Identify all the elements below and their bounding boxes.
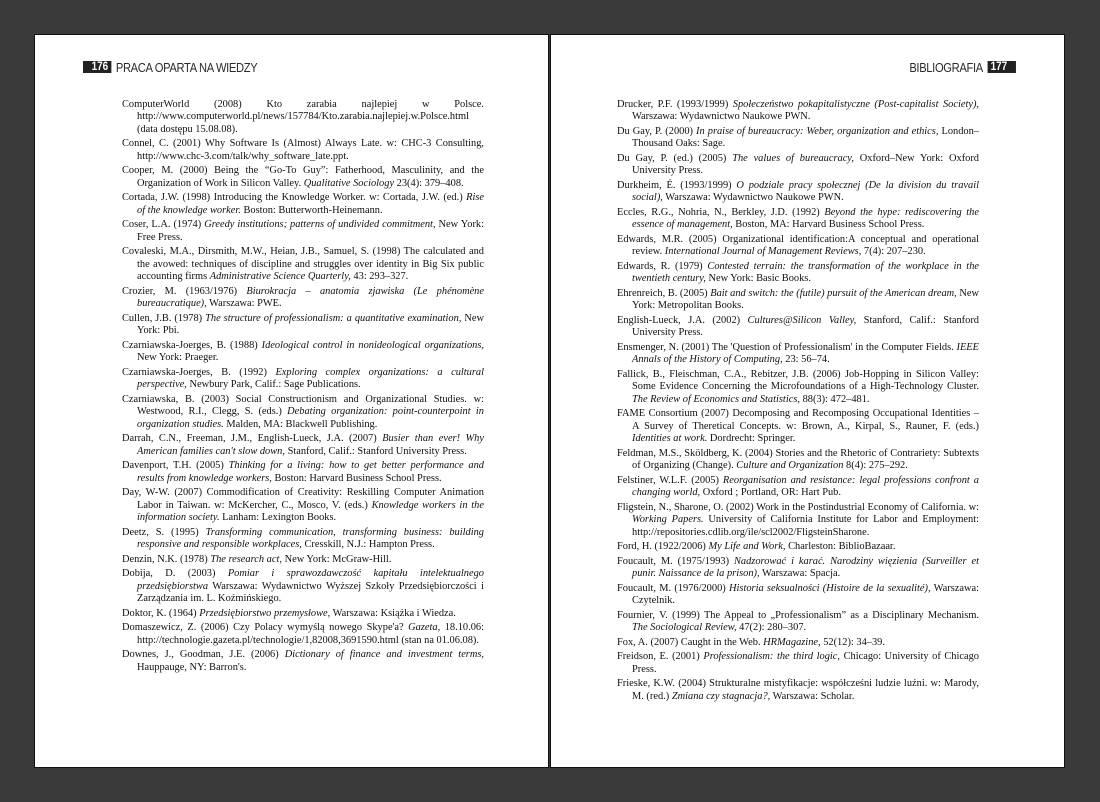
entry-text: 8(4): 275–292. xyxy=(843,460,908,472)
entry-text: Darrah, C.N., Freeman, J.M., English-Lueck, J.A. (2007) xyxy=(122,433,383,445)
entry-title-italic: O podziale pracy społecznej (De la division du travail social), xyxy=(632,180,979,204)
entry-text: Stanford, Calif.: Stanford University Press. xyxy=(632,315,979,339)
entry-title-italic: Ideological control in nonideological organizations, xyxy=(261,339,484,351)
running-head-title-right: BIBLIOGRAFIA xyxy=(909,59,984,75)
entry-text: Davenport, T.H. (2005) xyxy=(122,460,229,472)
bibliography-entry xyxy=(617,448,979,473)
entry-text: Oxford–New York: Oxford University Press. xyxy=(632,153,980,177)
entry-text: Frieske, K.W. (2004) Strukturalne mistyfikacje: współcześni ludzie luźni. w: Marody, M. (red.) xyxy=(617,678,979,702)
bibliography-entry xyxy=(617,651,979,676)
entry-text: Boston, MA: Harvard Business School Press. xyxy=(732,219,925,231)
entry-text: Ford, H. (1922/2006) xyxy=(617,541,709,553)
entry-text: New York: Pbi. xyxy=(137,312,484,337)
entry-text: Malden, MA: Blackwell Publishing. xyxy=(223,418,378,430)
entry-title-italic: Bait and switch: the (futile) pursuit of the American dream, xyxy=(710,288,957,299)
entry-text: Cortada, J.W. (1998) Introducing the Knowledge Worker. w: Cortada, J.W. (ed.) xyxy=(122,192,467,204)
entry-title-italic: Working Papers. xyxy=(632,514,704,526)
bibliography-entry xyxy=(122,527,484,552)
entry-text: 47(2): 280–307. xyxy=(736,622,807,634)
page-number-left: 176 xyxy=(83,61,112,73)
bibliography-entry xyxy=(122,286,484,311)
entry-text: Foucault, M. (1975/1993) xyxy=(617,555,734,567)
bibliography-entry xyxy=(617,541,979,553)
entry-text: Charleston: BiblioBazaar. xyxy=(785,541,896,553)
bibliography-entry xyxy=(122,99,484,136)
entry-title-italic: Culture and Organization xyxy=(736,460,844,472)
entry-text: New York: Basic Books. xyxy=(705,273,811,285)
entry-text: Warszawa: Książka i Wiedza. xyxy=(330,607,456,619)
bibliography-entry xyxy=(122,313,484,338)
bibliography-entry xyxy=(122,622,484,647)
bibliography-entry xyxy=(122,165,484,190)
entry-text: New York: Metropolitan Books. xyxy=(632,288,980,312)
entry-text: Czarniawska-Joerges, B. (1988) xyxy=(122,339,262,351)
entry-text: Cresskill, N.J.: Hampton Press. xyxy=(301,539,435,551)
bibliography-entry xyxy=(617,369,979,406)
entry-text: Hauppauge, NY: Barron's. xyxy=(137,661,247,673)
bibliography-entry xyxy=(617,637,979,649)
entry-title-italic: Zmiana czy stagnacja?, xyxy=(671,690,771,702)
entry-title-italic: My Life and Work, xyxy=(708,541,786,553)
bibliography-entry xyxy=(122,649,484,674)
entry-text: Warszawa: Spacja. xyxy=(759,568,841,580)
entry-text: Chicago: University of Chicago Press. xyxy=(632,651,979,675)
entry-text: Warszawa: Czytelnik. xyxy=(632,582,980,607)
entry-text: Warszawa: Wydawnictwo Naukowe PWN. xyxy=(662,192,844,204)
entry-title-italic: Qualitative Sociology xyxy=(303,177,395,189)
entry-text: FAME Consortium (2007) Decomposing and Recomposing Occupational Identities – A Survey of Theretical Concepts. w: Brown, A., Kirpal, S., Rauner, F. (eds.) xyxy=(617,408,979,432)
entry-title-italic: The Sociological Review, xyxy=(632,622,737,634)
entry-text: Fournier, V. (1999) The Appeal to „Professionalism” as a Disciplinary Mechanism. xyxy=(617,609,979,621)
bibliography-entry xyxy=(122,219,484,244)
entry-text: 88(3): 472–481. xyxy=(799,393,870,405)
entry-title-italic: Professionalism: the third logic, xyxy=(703,651,841,663)
bibliography-entry xyxy=(122,433,484,458)
entry-text: 52(12): 34–39. xyxy=(820,636,885,648)
bibliography-entry xyxy=(617,99,979,124)
entry-text: Warszawa: Scholar. xyxy=(770,690,855,702)
entry-text: Warszawa: Wydawnictwo Naukowe PWN. xyxy=(632,111,811,123)
bibliography-entry xyxy=(122,246,484,283)
entry-text: Drucker, P.F. (1993/1999) xyxy=(617,99,733,110)
entry-title-italic: HRMagazine, xyxy=(763,636,821,648)
entry-title-italic: Historia seksualności (Histoire de la sexualité), xyxy=(729,582,931,594)
entry-text: http://www.computerworld.pl/news/157784/Kto.zarabia.najlepiej.w.Polsce.html (data dostępu 15.08.08). xyxy=(137,111,469,135)
entry-text: Fox, A. (2007) Caught in the Web. xyxy=(617,636,764,648)
entry-title-italic: International Journal of Management Reviews, xyxy=(664,246,862,258)
entry-text: Czarniawska-Joerges, B. (1992) xyxy=(122,366,276,378)
entry-text: Fallick, B., Fleischman, C.A., Rebitzer, J.B. (2006) Job-Hopping in Silicon Valley: Some Evidence Concerning the Microfoundations of a High-Technology Cluster. xyxy=(617,369,979,393)
entry-text: Felstiner, W.L.F. (2005) xyxy=(617,474,723,486)
right-page xyxy=(550,34,1065,768)
entry-text: Fligstein, N., Sharone, O. (2002) Work in the Postindustrial Economy of California. w: xyxy=(617,501,979,513)
entry-text: Lanham: Lexington Books. xyxy=(219,512,337,524)
entry-text: Ehrenreich, B. (2005) xyxy=(617,288,711,299)
entry-text: 18.10.06: http://technologie.gazeta.pl/technologie/1,82008,3691590.html (stan na 01.06.08). xyxy=(137,622,484,646)
entry-title-italic: Dictionary of finance and investment terms, xyxy=(284,649,484,661)
entry-title-italic: In praise of bureaucracy: Weber, organization and ethics, xyxy=(696,126,939,137)
entry-text: 7(4): 207–230. xyxy=(861,246,926,258)
entry-text: Doktor, K. (1964) xyxy=(122,607,200,619)
running-head-right xyxy=(910,59,1016,75)
entry-title-italic: Cultures@Silicon Valley, xyxy=(747,315,857,326)
entry-title-italic: Debating organization: point-counterpoint in organization studies. xyxy=(137,406,485,430)
entry-text: Boston: Butterworth-Heinemann. xyxy=(240,204,383,216)
bibliography-entry xyxy=(122,138,484,163)
bibliography-entry xyxy=(617,126,979,151)
bibliography-entry xyxy=(617,502,979,539)
entry-text: Day, W-W. (2007) Commodification of Creativity: Reskilling Computer Animation Labor in Taiwan. w: McKercher, C., Mosco, V. (eds.) xyxy=(122,487,484,511)
bibliography-entry xyxy=(617,583,979,608)
entry-title-italic: Knowledge workers in the information society. xyxy=(137,499,484,524)
bibliography-entry xyxy=(617,315,979,340)
entry-text: University of California Institute for Labor and Employment: http://repositories.cdlib.org/ile/scl2002/FligsteinSharone. xyxy=(632,514,979,538)
bibliography-list-right xyxy=(617,99,979,705)
bibliography-entry xyxy=(617,610,979,635)
entry-text: Domaszewicz, Z. (2006) Czy Polacy wymyślą nowego Skype'a? xyxy=(122,622,409,634)
bibliography-list-left xyxy=(122,99,484,676)
entry-text: English-Lueck, J.A. (2002) xyxy=(617,315,748,326)
entry-text: New York: Free Press. xyxy=(137,219,484,243)
entry-title-italic: Biurokracja – anatomia zjawiska (Le phénomène bureaucratique), xyxy=(137,285,484,310)
entry-text: Boston: Harvard Business School Press. xyxy=(271,472,442,484)
entry-text: Warszawa: Wydawnictwo Wyższej Szkoły Przedsiębiorczości i Zarządzania im. L. Koźmińskiego. xyxy=(137,580,484,605)
entry-title-italic: Greedy institutions; patterns of undivided commitment, xyxy=(204,219,436,231)
entry-text: Deetz, S. (1995) xyxy=(122,526,206,538)
entry-title-italic: Identities at work. xyxy=(632,433,708,445)
entry-text: 23: 56–74. xyxy=(782,354,830,366)
entry-text: London–Thousand Oaks: Sage. xyxy=(632,126,980,150)
entry-text: Oxford ; Portland, OR: Hart Pub. xyxy=(700,487,841,499)
entry-title-italic: The structure of professionalism: a quantitative examination, xyxy=(205,312,462,324)
entry-text: Durkheim, É. (1993/1999) xyxy=(617,180,737,191)
entry-text: ComputerWorld (2008) Kto zarabia najlepiej w Polsce. xyxy=(122,99,484,110)
entry-text: Czarniawska, B. (2003) Social Constructionism and Organizational Studies. w: Westwood, R.I., Clegg, S. (eds.) xyxy=(122,393,484,418)
entry-text: Edwards, R. (1979) xyxy=(617,261,708,272)
bibliography-entry xyxy=(617,288,979,313)
entry-title-italic: Nadzorować i karać. Narodziny więzienia (Surveiller et punir. Naissance de la prison), xyxy=(632,555,979,580)
entry-text: Freidson, E. (2001) xyxy=(617,651,704,663)
entry-text: Crozier, M. (1963/1976) xyxy=(122,285,247,297)
entry-text: New York: McGraw-Hill. xyxy=(281,553,392,565)
entry-text: Stanford, Calif.: Stanford University Press. xyxy=(284,445,467,457)
entry-text: Foucault, M. (1976/2000) xyxy=(617,582,730,594)
entry-text: Downes, J., Goodman, J.E. (2006) xyxy=(122,649,285,661)
bibliography-entry xyxy=(617,678,979,703)
bibliography-entry xyxy=(122,487,484,524)
bibliography-entry xyxy=(122,394,484,431)
entry-title-italic: Beyond the hype: rediscovering the essence of management, xyxy=(632,207,979,231)
bibliography-entry xyxy=(122,192,484,217)
entry-title-italic: Administrative Science Quarterly, xyxy=(209,271,351,283)
entry-text: Ensmenger, N. (2001) The 'Question of Professionalism' in the Computer Fields. xyxy=(617,342,957,353)
entry-text: Cooper, M. (2000) Being the “Go-To Guy”: Fatherhood, Masculinity, and the Organization of Work in Silicon Valley. xyxy=(122,165,484,189)
entry-title-italic: The research act, xyxy=(210,553,282,565)
entry-title-italic: Transforming communication, transforming business: building responsive and responsible workplaces, xyxy=(137,526,484,551)
entry-text: Dordrecht: Springer. xyxy=(707,433,796,445)
entry-title-italic: Rise of the knowledge worker. xyxy=(137,192,484,216)
entry-title-italic: Społeczeństwo pokapitalistyczne (Post-capitalist Society), xyxy=(732,99,979,110)
entry-title-italic: IEEE Annals of the History of Computing, xyxy=(632,342,979,366)
entry-title-italic: Exploring complex organizations: a cultural perspective, xyxy=(137,366,484,391)
entry-text: Eccles, R.G., Nohria, N., Berkley, J.D. (1992) xyxy=(617,207,825,218)
bibliography-entry xyxy=(617,261,979,286)
entry-text: Newbury Park, Calif.: Sage Publications. xyxy=(186,379,361,391)
bibliography-entry xyxy=(122,460,484,485)
entry-title-italic: Gazeta, xyxy=(408,622,441,634)
running-head-left xyxy=(83,59,257,75)
entry-title-italic: The Review of Economics and Statistics, xyxy=(632,393,800,405)
bibliography-entry xyxy=(617,234,979,259)
bibliography-entry xyxy=(617,475,979,500)
entry-title-italic: Contested terrain: the transformation of the workplace in the twentieth century, xyxy=(632,261,980,285)
entry-text: Cullen, J.B. (1978) xyxy=(122,312,206,324)
bibliography-entry xyxy=(122,340,484,365)
left-page xyxy=(34,34,549,768)
entry-text: Denzin, N.K. (1978) xyxy=(122,553,211,565)
bibliography-entry xyxy=(617,153,979,178)
entry-title-italic: Busier than ever! Why American families can't slow down, xyxy=(137,433,484,457)
entry-text: Edwards, M.R. (2005) Organizational identification:A conceptual and operational review. xyxy=(617,234,979,258)
entry-title-italic: Pomiar i sprawozdawczość kapitału intelektualnego przedsiębiorstwa xyxy=(137,568,484,592)
entry-text: Coser, L.A. (1974) xyxy=(122,219,205,231)
entry-text: 23(4): 379–408. xyxy=(394,177,464,189)
bibliography-entry xyxy=(122,367,484,392)
entry-title-italic: Reorganisation and resistance: legal professions confront a changing world, xyxy=(632,474,979,499)
entry-text: Warszawa: PWE. xyxy=(206,298,282,310)
entry-text: Du Gay, P. (2000) xyxy=(617,126,697,137)
entry-text: Feldman, M.S., Sköldberg, K. (2004) Stories and the Rhetoric of Contrariety: Subtexts of Organizing (Change). xyxy=(617,447,979,472)
bibliography-entry xyxy=(122,568,484,605)
page-number-right: 177 xyxy=(987,61,1016,73)
bibliography-entry xyxy=(617,408,979,445)
bibliography-entry xyxy=(122,608,484,620)
entry-text: Du Gay, P. (ed.) (2005) xyxy=(617,153,733,164)
entry-title-italic: Przedsiębiorstwo przemysłowe, xyxy=(199,607,331,619)
bibliography-entry xyxy=(617,180,979,205)
entry-text: Covaleski, M.A., Dirsmith, M.W., Heian, J.B., Samuel, S. (1998) The calculated and the avowed: techniques of discipline and struggles over identity in Big Six public accounting firms xyxy=(122,246,484,283)
entry-text: Dobija, D. (2003) xyxy=(122,568,228,580)
bibliography-entry xyxy=(617,207,979,232)
running-head-title-left: PRACA OPARTA NA WIEDZY xyxy=(115,59,258,75)
entry-title-italic: The values of bureaucracy, xyxy=(732,153,854,164)
entry-text: 43: 293–327. xyxy=(350,271,409,283)
bibliography-entry xyxy=(617,556,979,581)
entry-title-italic: Thinking for a living: how to get better performance and results from knowledge workers, xyxy=(137,460,484,484)
bibliography-entry xyxy=(122,554,484,566)
entry-text: New York: Praeger. xyxy=(137,352,219,364)
entry-text: Connel, C. (2001) Why Software Is (Almost) Always Late. w: CHC-3 Consulting, http://www.chc-3.com/talk/why_software_late.ppt. xyxy=(122,138,484,162)
bibliography-entry xyxy=(617,342,979,367)
